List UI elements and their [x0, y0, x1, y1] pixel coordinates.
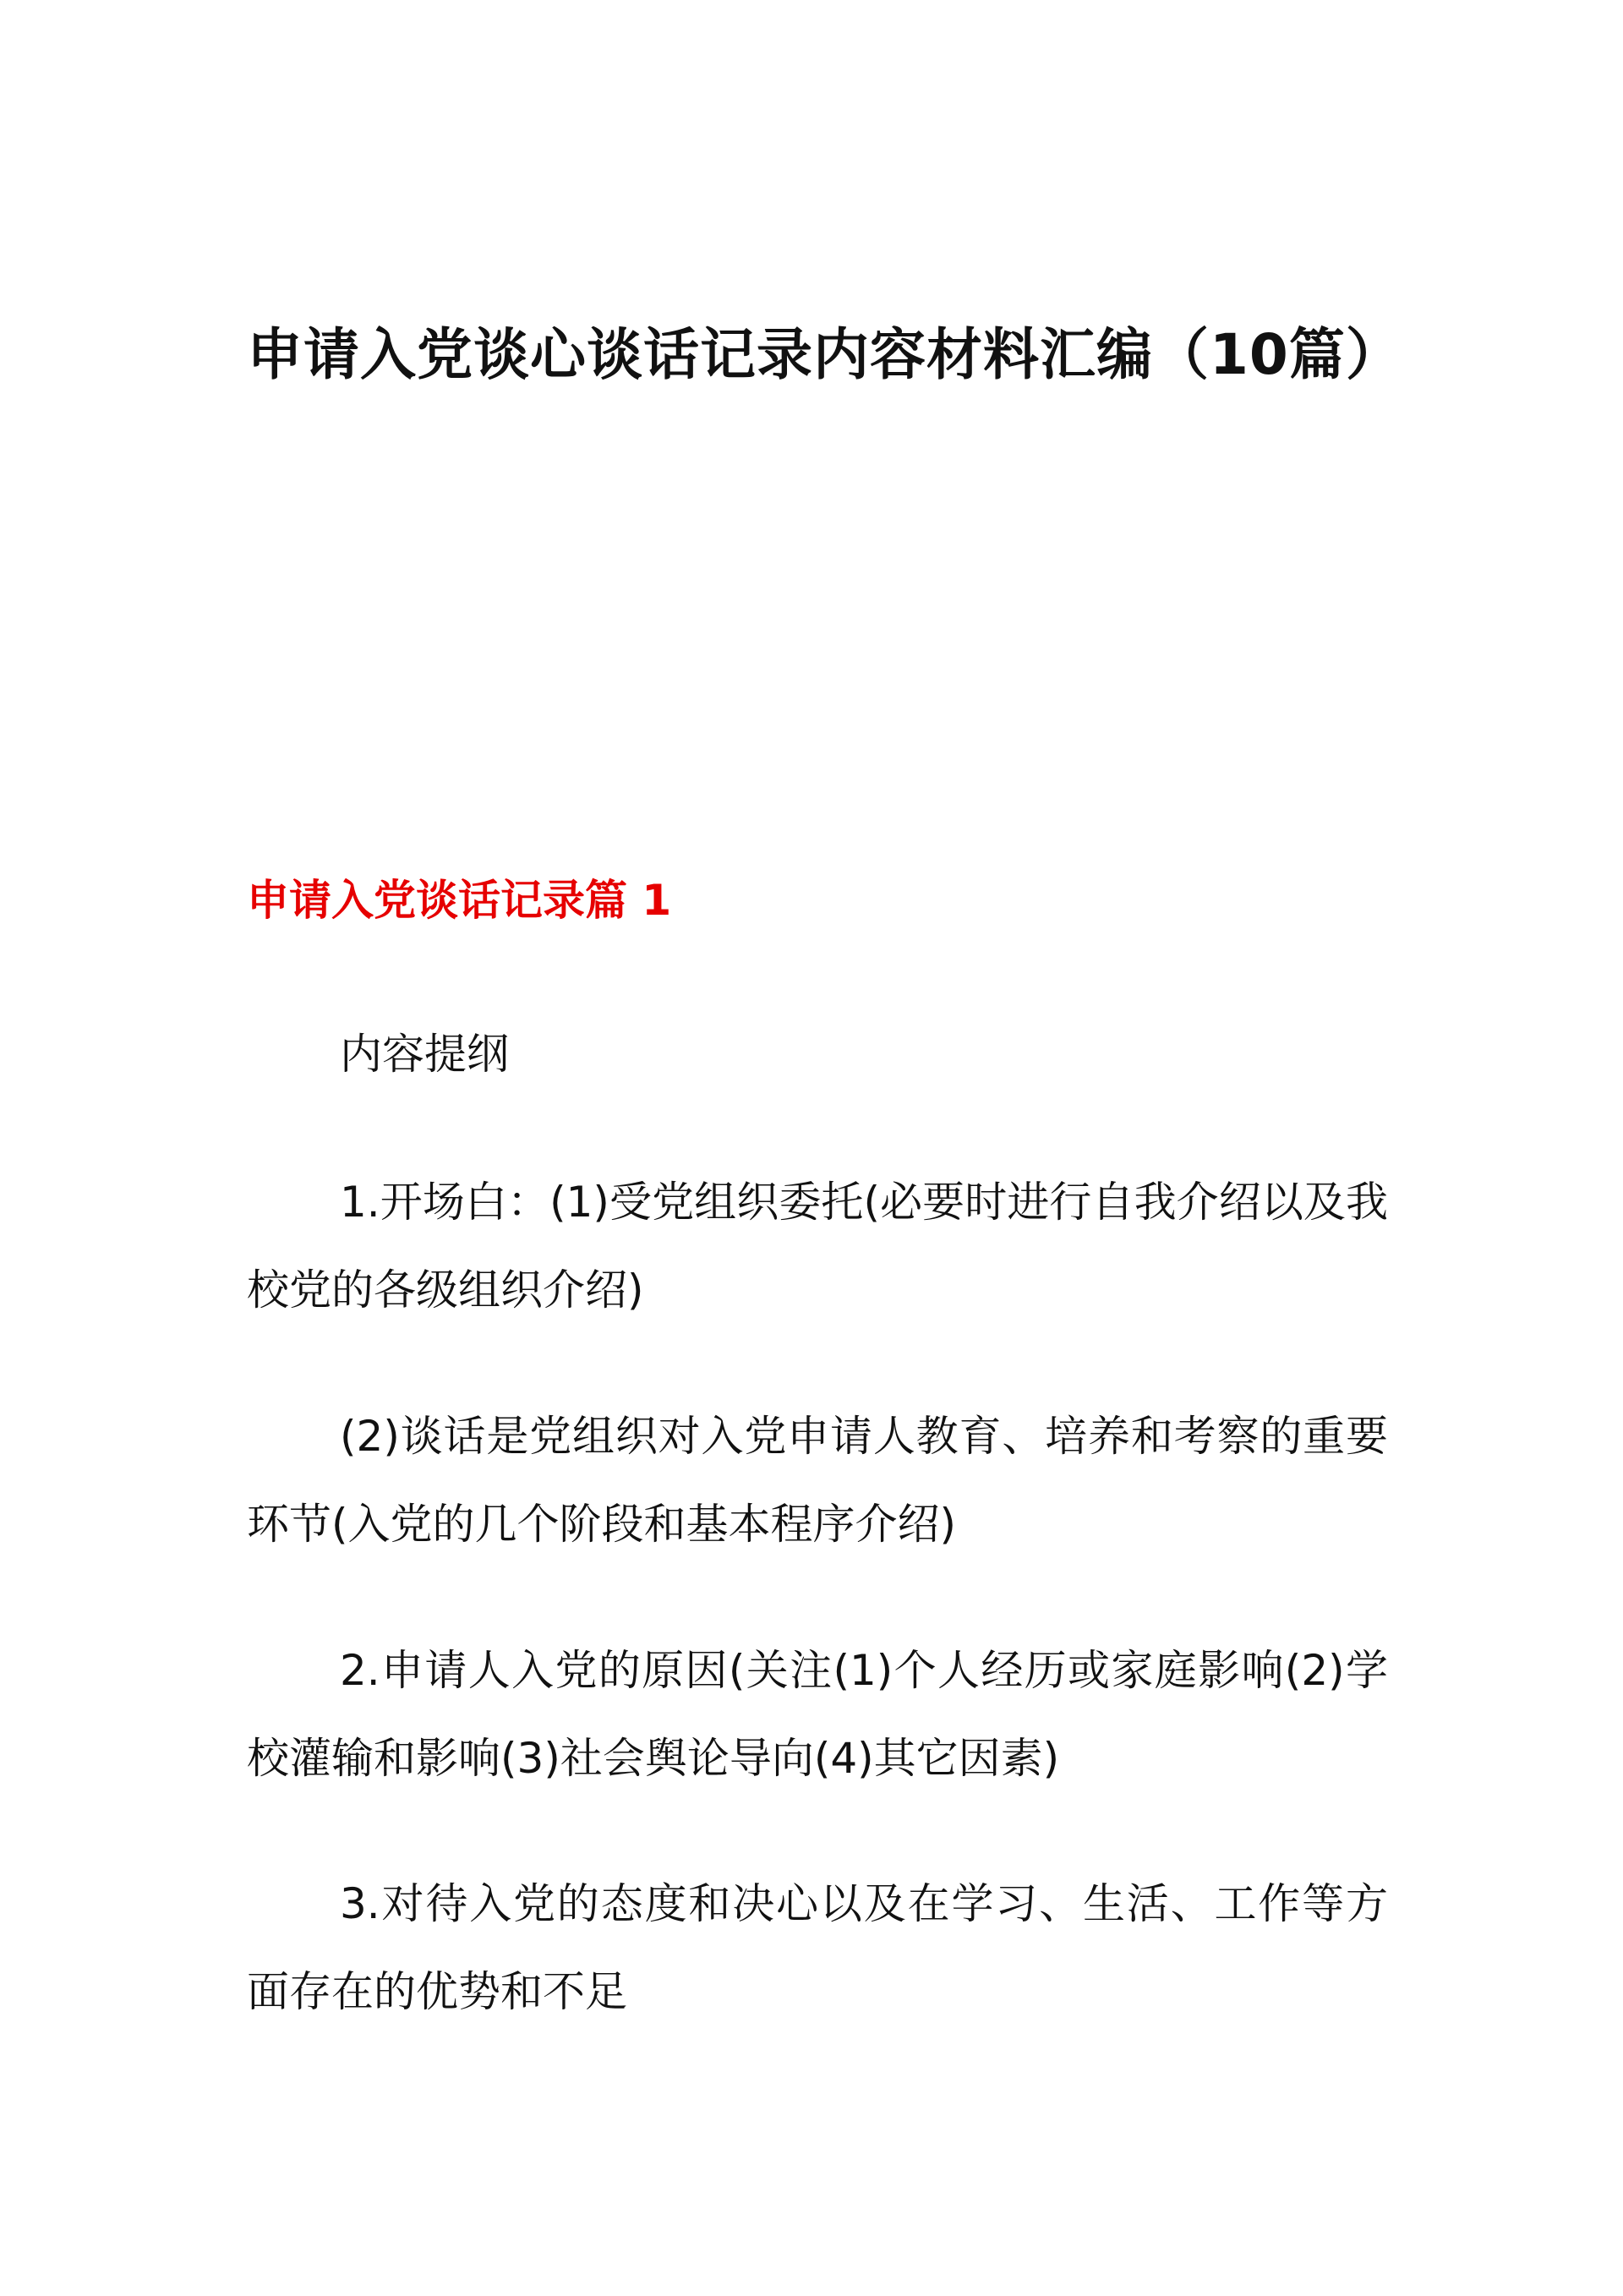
section-heading: 申请入党谈话记录篇 1: [247, 876, 672, 925]
paragraph-outline: 内容提纲: [340, 1030, 509, 1079]
document-title: 申请入党谈心谈话记录内容材料汇编（10篇）: [247, 322, 1402, 387]
paragraph-importance: (2)谈话是党组织对入党申请人教育、培养和考察的重要环节(入党的几个阶段和基本程序介绍): [247, 1412, 1388, 1549]
paragraph-reasons: 2.申请人入党的原因(关注(1)个人经历或家庭影响(2)学校灌输和影响(3)社会舆论导向(4)其它因素): [247, 1646, 1388, 1783]
paragraph-attitude: 3.对待入党的态度和决心以及在学习、生活、工作等方面存在的优势和不足: [247, 1879, 1388, 2016]
paragraph-opening: 1.开场白：(1)受党组织委托(必要时进行自我介绍以及我校党的各级组织介绍): [247, 1178, 1388, 1315]
